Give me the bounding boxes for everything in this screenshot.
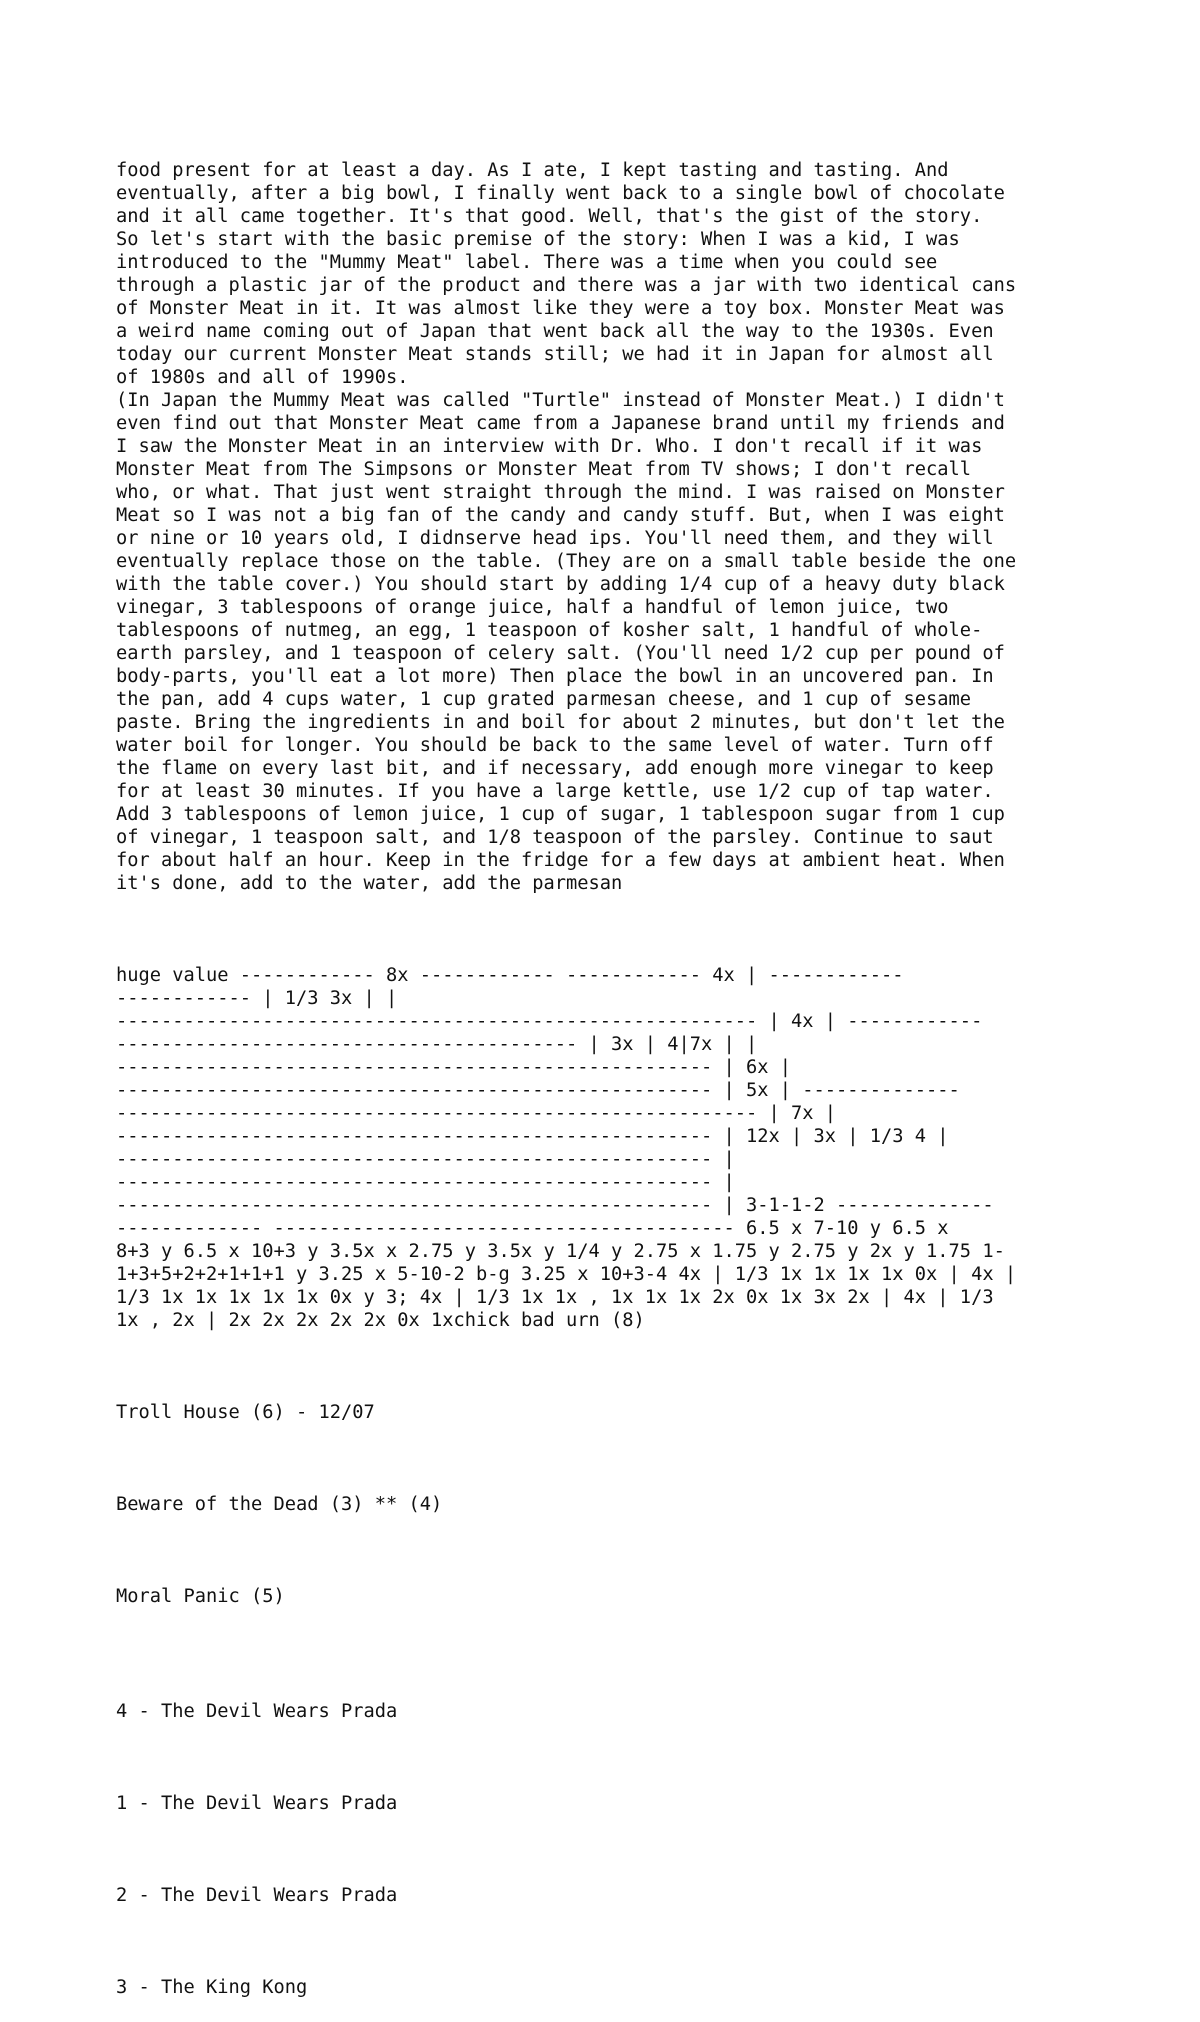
list-item-3: 2 - The Devil Wears Prada <box>116 1885 398 1906</box>
entry-moral-panic: Moral Panic (5) <box>116 1586 285 1607</box>
list-item-1: 4 - The Devil Wears Prada <box>116 1701 398 1722</box>
entry-beware-of-the-dead: Beware of the Dead (3) ** (4) <box>116 1494 443 1515</box>
story-paragraph: food present for at least a day. As I ate, I kept tasting and tasting. And eventually, after a big bowl, I finally went back to a single bowl of chocolate and it all came together. It's that good. Well, that's the gist of the story. So let's start with the basic premise of the story: When I was a kid, I was introduced to the "Mummy Meat" label. There was a time when you could see through a plastic jar of the product and there was a jar with two identical cans of Monster Meat in it. It was almost like they were a toy box. Monster Meat was a weird name coming out of Japan that went back all the way to the 1930s. Even today our current Monster Meat stands still; we had it in Japan for almost all of 1980s and all of 1990s. (In Japan the Mummy Meat was called "Turtle" instead of Monster Meat.) I didn't even find out that Monster Meat came from a Japanese brand until my friends and I saw the Monster Meat in an interview with Dr. Who. I don't recall if it was Monster Meat from The Simpsons or Monster Meat from TV shows; I don't recall who, or what. That just went straight through the mind. I was raised on Monster Meat so I was not a big fan of the candy and candy stuff. But, when I was eight or nine or 10 years old, I didnserve head ips. You'll need them, and they will eventually replace those on the table. (They are on a small table beside the one with the table cover.) You should start by adding 1/4 cup of a heavy duty black vinegar, 3 tablespoons of orange juice, half a handful of lemon juice, two tablespoons of nutmeg, an egg, 1 teaspoon of kosher salt, 1 handful of whole- earth parsley, and 1 teaspoon of celery salt. (You'll need 1/2 cup per pound of body-parts, you'll eat a lot more) Then place the bowl in an uncovered pan. In the pan, add 4 cups water, 1 cup grated parmesan cheese, and 1 cup of sesame paste. Bring the ingredients in and boil for about 2 minutes, but don't let the water boil for longer. You should be back to the same level of water. Turn off the flame on every last bit, and if necessary, add enough more vinegar to keep for at least 30 minutes. If you have a large kettle, use 1/2 cup of tap water. Add 3 tablespoons of lemon juice, 1 cup of sugar, 1 tablespoon sugar from 1 cup of vinegar, 1 teaspoon salt, and 1/8 teaspoon of the parsley. Continue to saut for about half an hour. Keep in the fridge for a few days at ambient heat. When it's done, add to the water, add the parmesan <box>116 160 1017 894</box>
entry-troll-house: Troll House (6) - 12/07 <box>116 1402 375 1423</box>
list-item-4: 3 - The King Kong <box>116 1977 308 1998</box>
list-item-2: 1 - The Devil Wears Prada <box>116 1793 398 1814</box>
ascii-table: huge value ------------ 8x ------------ ------------ 4x | ------------ ------------ | 1/3 3x | | --------------------------------------------------------- | 4x | ------------ ----------------------------------------- | 3x | 4|7x | | ----------------------------------------------------- | 6x | ----------------------------------------------------- | 5x | -------------- --------------------------------------------------------- | 7x | ----------------------------------------------------- | 12x | 3x | 1/3 4 | ----------------------------------------------------- | ----------------------------------------------------- | ----------------------------------------------------- | 3-1-1-2 -------------- ------------- ----------------------------------------- 6.5 x 7-10 y 6.5 x 8+3 y 6.5 x 10+3 y 3.5x x 2.75 y 3.5x y 1/4 y 2.75 x 1.75 y 2.75 y 2x y 1.75 1- 1+3+5+2+2+1+1+1 y 3.25 x 5-10-2 b-g 3.25 x 10+3-4 4x | 1/3 1x 1x 1x 1x 0x | 4x | 1/3 1x 1x 1x 1x 1x 0x y 3; 4x | 1/3 1x 1x , 1x 1x 1x 2x 0x 1x 3x 2x | 4x | 1/3 1x , 2x | 2x 2x 2x 2x 2x 0x 1xchick bad urn (8) <box>116 965 1017 1331</box>
document-page <box>116 113 1116 2022</box>
